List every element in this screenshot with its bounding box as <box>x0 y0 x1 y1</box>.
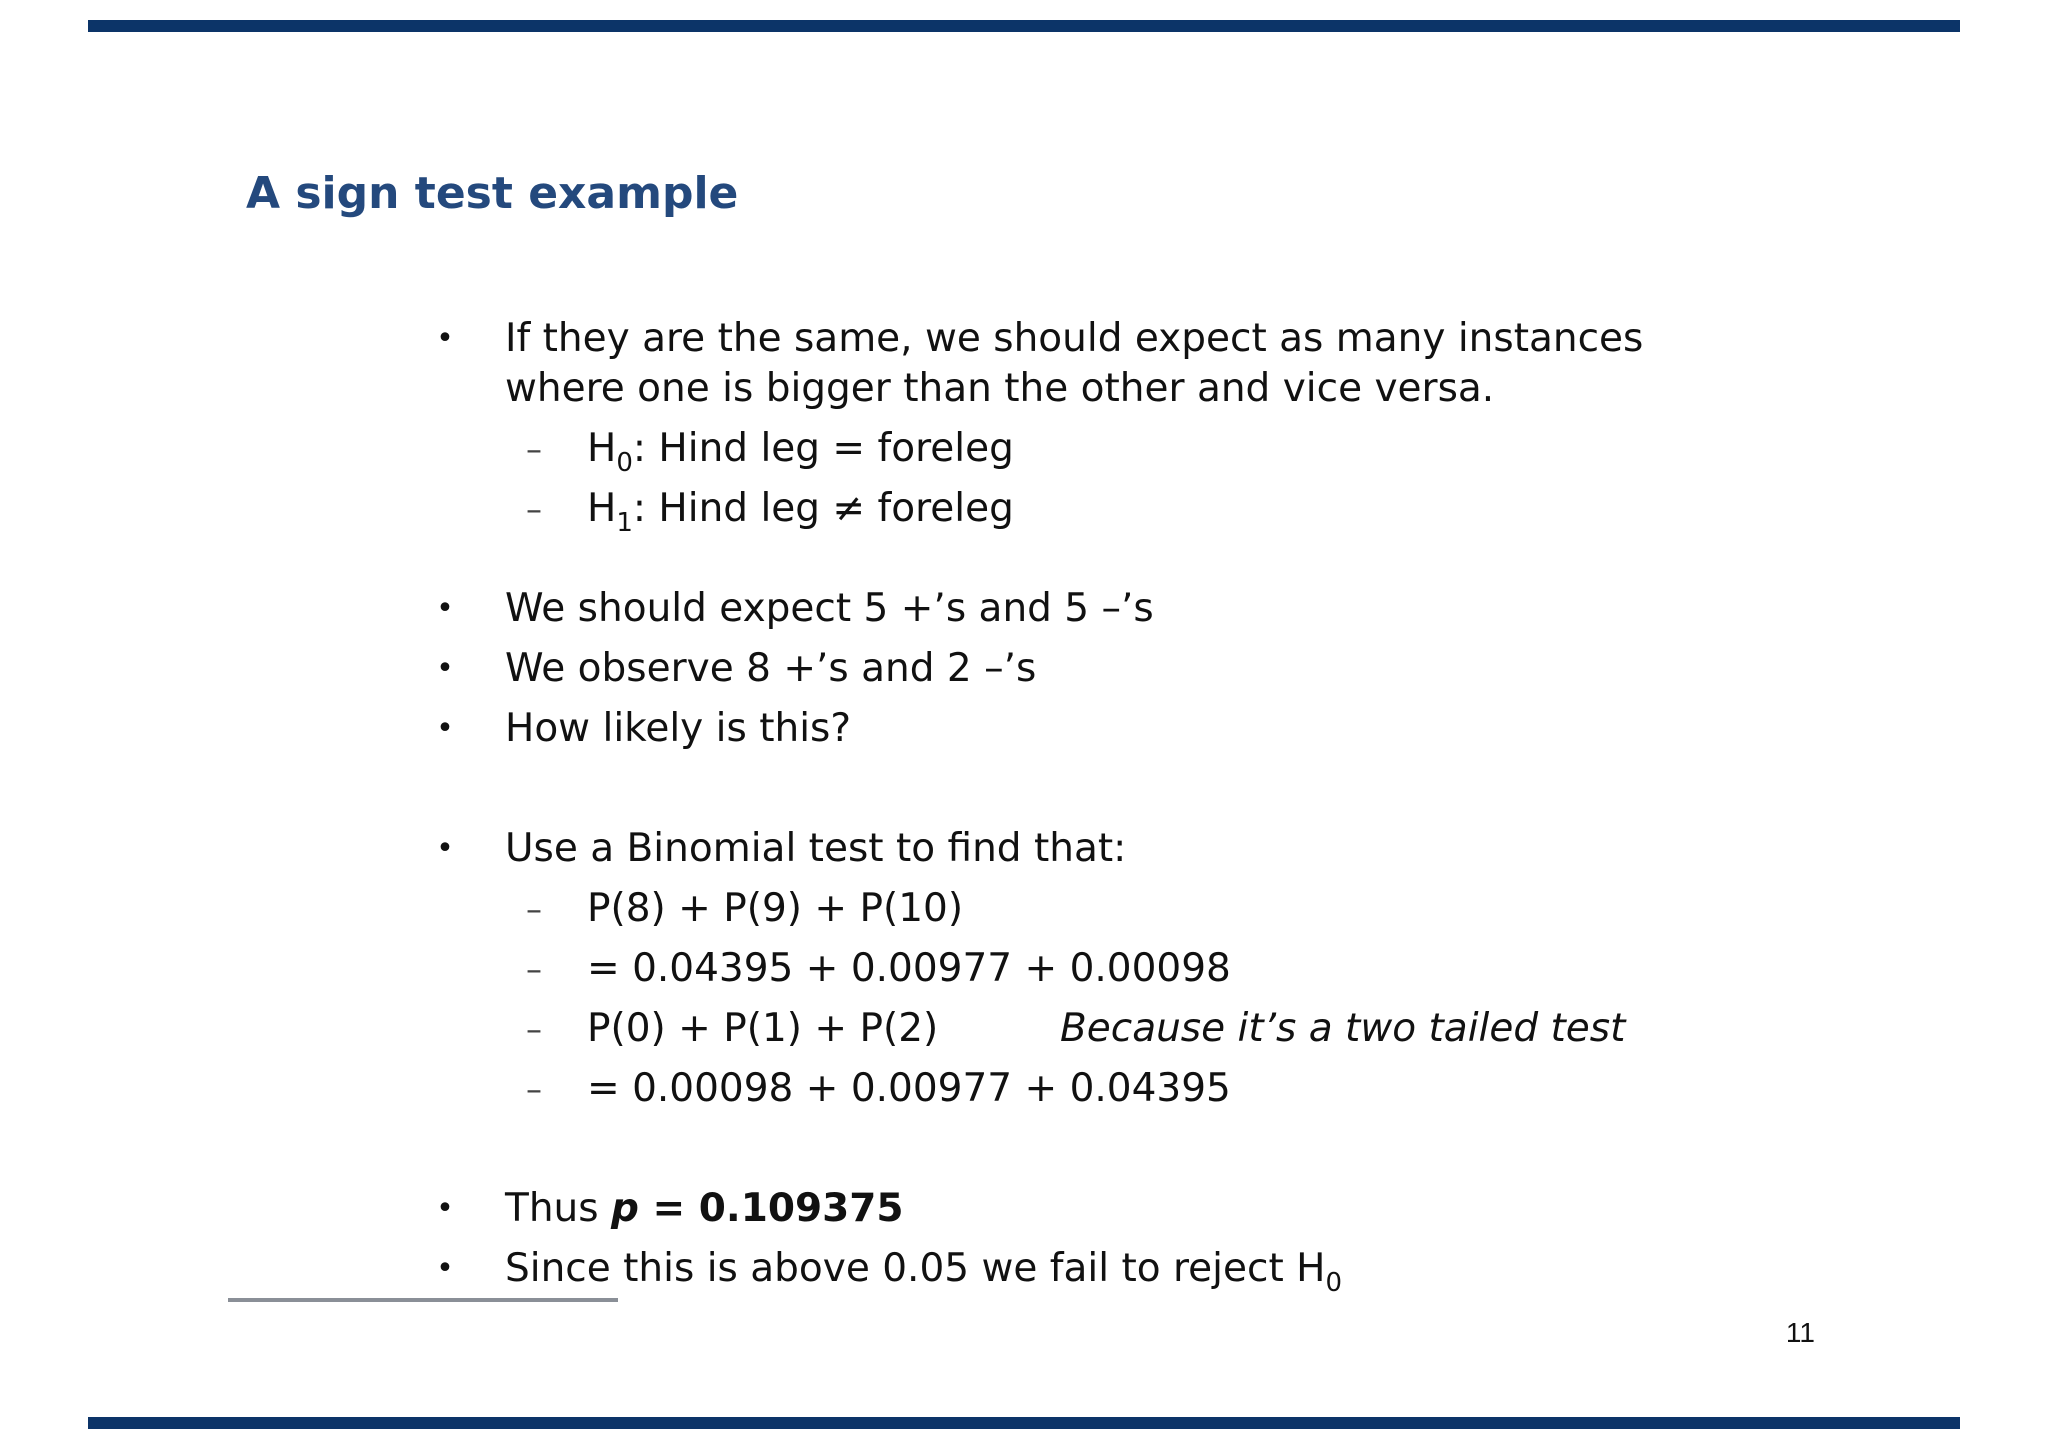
sub-item-dash: – <box>526 950 542 988</box>
bullet-text-line-1: If they are the same, we should expect as many instances <box>505 316 1644 361</box>
conclusion-subscript: 0 <box>1325 1268 1343 1298</box>
hypothesis-subscript: 0 <box>616 448 633 478</box>
sub-item-dash: – <box>526 490 542 528</box>
hypothesis-subscript: 1 <box>616 508 633 538</box>
conclusion-text <box>505 1244 1343 1298</box>
p-symbol: p <box>610 1186 639 1231</box>
p-value-prefix: Thus <box>505 1186 611 1231</box>
sub-item-dash: – <box>526 430 542 468</box>
lower-tail-expression: P(0) + P(1) + P(2) <box>587 1006 939 1051</box>
p-value: = 0.109375 <box>638 1186 904 1231</box>
bullet-text: Use a Binomial test to find that: <box>505 826 1127 871</box>
null-hypothesis-text <box>587 424 1014 478</box>
bullet-marker: • <box>436 831 454 866</box>
sub-item-dash: – <box>526 1010 542 1048</box>
lower-tail-values: = 0.00098 + 0.00977 + 0.04395 <box>587 1066 1231 1111</box>
two-tailed-note: Because it’s a two tailed test <box>1060 1006 1626 1051</box>
bullet-marker: • <box>436 1251 454 1286</box>
sub-item-dash: – <box>526 890 542 928</box>
top-rule <box>88 20 1960 32</box>
upper-tail-expression: P(8) + P(9) + P(10) <box>587 886 964 931</box>
footer-divider <box>228 1298 618 1302</box>
bullet-text: We should expect 5 +’s and 5 –’s <box>505 586 1154 631</box>
bullet-marker: • <box>436 651 454 686</box>
sub-item-dash: – <box>526 1070 542 1108</box>
bullet-marker: • <box>436 591 454 626</box>
bullet-marker: • <box>436 1191 454 1226</box>
p-value-text <box>505 1184 904 1234</box>
upper-tail-values: = 0.04395 + 0.00977 + 0.00098 <box>587 946 1231 991</box>
page-number: 11 <box>1785 1317 1815 1348</box>
slide-title: A sign test example <box>246 168 739 219</box>
bullet-text: We observe 8 +’s and 2 –’s <box>505 646 1037 691</box>
bullet-text-line-2: where one is bigger than the other and vice versa. <box>505 366 1495 411</box>
bullet-text: How likely is this? <box>505 706 852 751</box>
hypothesis-statement: : Hind leg ≠ foreleg <box>632 486 1014 531</box>
hypothesis-symbol: H <box>587 426 617 471</box>
bullet-marker: • <box>436 321 454 356</box>
bullet-marker: • <box>436 711 454 746</box>
hypothesis-statement: : Hind leg = foreleg <box>632 426 1014 471</box>
conclusion-statement: Since this is above 0.05 we fail to reject H <box>505 1246 1326 1291</box>
bottom-rule <box>88 1417 1960 1429</box>
alternative-hypothesis-text <box>587 484 1014 538</box>
hypothesis-symbol: H <box>587 486 617 531</box>
